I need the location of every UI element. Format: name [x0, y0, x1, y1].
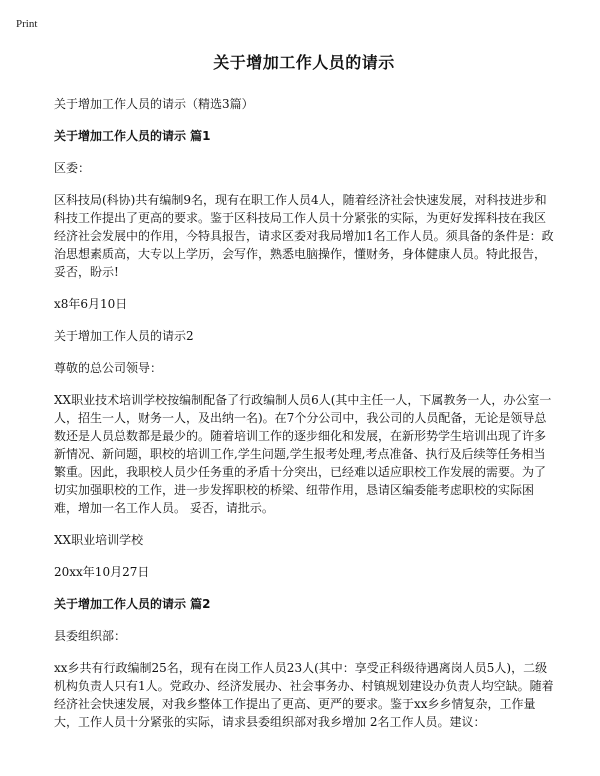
section2-body: XX职业技术培训学校按编制配备了行政编制人员6人(其中主任一人，下属教务一人，办公室一人，招生一人，财务一人，及出纳一名)。在7个分公司中，我公司的人员配备，无论是领导总数还是人员总数都是最少的。随着培训工作的逐步细化和发展，在新形势学生培训出现了许多新情况、新问题，职校的培训工作,学生问题,学生报考处理,考点准备、执行及后续等任务相当繁重。因此，我职校人员少任务重的矛盾十分突出，已经难以适应职校工作发展的需要。为了切实加强职校的工作，进一步发挥职校的桥梁、纽带作用，恳请区编委能考虑职校的实际困难，增加一名工作人员。 妥否，请批示。	[54, 393, 552, 515]
section2-signature: XX职业培训学校	[54, 533, 144, 547]
section2-date: 20xx年10月27日	[54, 565, 150, 579]
section3-heading: 关于增加工作人员的请示 篇2	[54, 597, 211, 611]
document-intro: 关于增加工作人员的请示（精选3篇）	[54, 97, 254, 111]
section1-date: x8年6月10日	[54, 297, 128, 311]
section3-salutation: 县委组织部：	[54, 629, 127, 643]
section1-salutation: 区委：	[54, 161, 91, 175]
section1-body: 区科技局(科协)共有编制9名，现有在职工作人员4人，随着经济社会快速发展，对科技进步和科技工作提出了更高的要求。鉴于区科技局工作人员十分紧张的实际，为更好发挥科技在我区经济社会发展中的作用，今特具报告，请求区委对我局增加1名工作人员。须具备的条件是：政治思想素质高，大专以上学历，会写作，熟悉电脑操作，懂财务，身体健康人员。特此报告，妥否，盼示!	[54, 193, 554, 279]
section2-salutation: 尊敬的总公司领导：	[54, 361, 163, 375]
print-link[interactable]: Print	[16, 18, 38, 30]
document-body	[54, 50, 554, 745]
section2-heading: 关于增加工作人员的请示2	[54, 329, 194, 343]
document-title: 关于增加工作人员的请示	[213, 53, 395, 72]
section1-heading: 关于增加工作人员的请示 篇1	[54, 129, 211, 143]
section3-body: xx乡共有行政编制25名，现有在岗工作人员23人(其中：享受正科级待遇离岗人员5人)，二级机构负责人只有1人。党政办、经济发展办、社会事务办、村镇规划建设办负责人均空缺。随着经济社会快速发展，对我乡整体工作提出了更高、更严的要求。鉴于xx乡乡情复杂，工作量大，工作人员十分紧张的实际，请求县委组织部对我乡增加 2名工作人员。建议：	[54, 661, 554, 729]
